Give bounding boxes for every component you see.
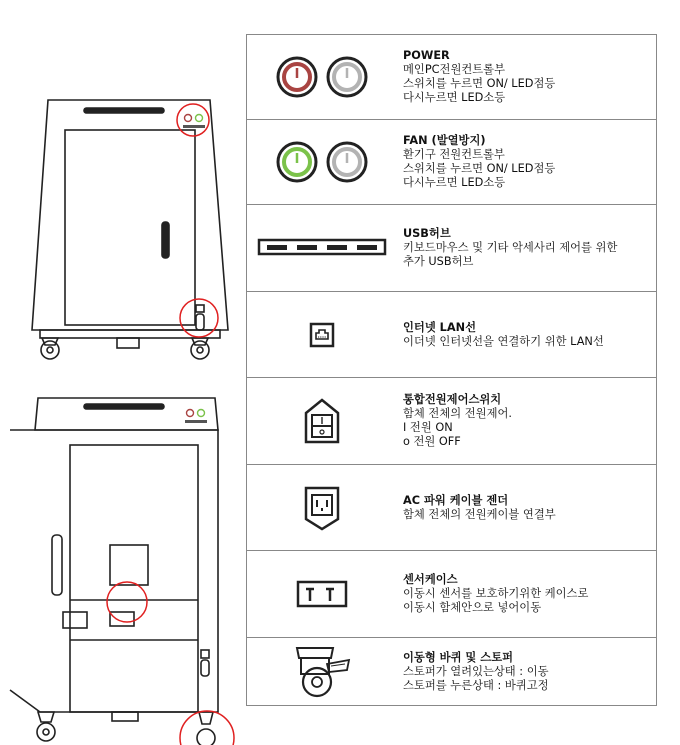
highlight-circle-sensor	[107, 582, 147, 622]
row-title: 센서케이스	[403, 573, 458, 586]
front-view-buttons	[183, 115, 205, 129]
row-line: 함체 전체의 전원제어.	[403, 407, 512, 420]
power-description	[403, 35, 650, 119]
row-line: 다시누르면 LED소등	[403, 91, 506, 104]
sensor-case-icon	[247, 551, 397, 637]
fan-button-icon	[247, 120, 397, 204]
row-line: 이더넷 인터넷선을 연결하기 위한 LAN선	[403, 334, 604, 348]
lan-description	[403, 292, 650, 377]
row-line: 메인PC전원컨트롤부	[403, 63, 506, 76]
row-line: o 전원 OFF	[403, 435, 461, 448]
table-row-ac	[247, 465, 656, 551]
table-row-caster	[247, 638, 656, 705]
cabinet-front-view	[32, 100, 228, 359]
table-row-usb	[247, 205, 656, 292]
row-line: 스위치를 누르면 ON/ LED점등	[403, 162, 556, 175]
lan-port-icon	[247, 292, 397, 377]
row-line: 키보드마우스 및 기타 악세사리 제어를 위한	[403, 241, 618, 254]
row-title: AC 파워 케이블 젠더	[403, 493, 509, 507]
row-title: USB허브	[403, 227, 451, 240]
row-line: 이동시 함체안으로 넣어이동	[403, 601, 542, 614]
table-row-sensor	[247, 551, 656, 638]
power-switch-icon	[247, 378, 397, 464]
row-title: 이동형 바퀴 및 스토퍼	[403, 650, 514, 664]
ac-inlet-icon	[247, 465, 397, 550]
fan-description	[403, 120, 650, 204]
table-row-power	[247, 35, 656, 120]
table-row-lan	[247, 292, 656, 378]
row-line: 다시누르면 LED소등	[403, 176, 506, 189]
row-title: 통합전원제어스위치	[403, 393, 502, 406]
row-line: I 전원 ON	[403, 421, 453, 434]
row-title: FAN (발열방지)	[403, 134, 486, 147]
row-line: 스위치를 누르면 ON/ LED점등	[403, 77, 556, 90]
sensor-description	[403, 551, 650, 637]
row-title: 인터넷 LAN선	[403, 320, 476, 334]
power-button-icon	[247, 35, 397, 119]
ac-description	[403, 465, 650, 550]
cabinet-back-view	[10, 398, 218, 745]
table-row-fan	[247, 120, 656, 205]
usb-description	[403, 205, 650, 291]
highlight-circle-caster	[180, 711, 234, 745]
highlight-circle-buttons	[177, 104, 209, 136]
table-row-switch	[247, 378, 656, 465]
row-title: POWER	[403, 49, 450, 62]
switch-description	[403, 378, 650, 464]
caster-wheel-icon	[247, 638, 397, 705]
cabinet-illustrations	[0, 0, 245, 745]
row-line: 스토퍼를 누른상태 : 바퀴고정	[403, 678, 549, 692]
row-line: 환기구 전원컨트롤부	[403, 148, 505, 161]
row-line: 추가 USB허브	[403, 255, 474, 268]
component-table	[246, 34, 657, 706]
row-line: 함체 전체의 전원케이블 연결부	[403, 507, 556, 521]
caster-description	[403, 638, 650, 705]
back-view-buttons	[185, 410, 207, 424]
row-line: 이동시 센서를 보호하기위한 케이스로	[403, 587, 589, 600]
row-line: 스토퍼가 열려있는상태 : 이동	[403, 664, 549, 678]
usb-hub-icon	[247, 205, 397, 291]
